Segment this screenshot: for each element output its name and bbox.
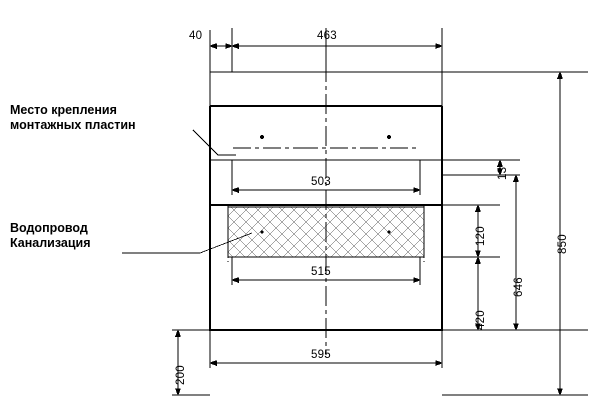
note-plumbing-line1: Водопровод [10, 221, 88, 235]
note-mount-plates [10, 103, 136, 133]
note-mount-plates-line1: Место крепления [10, 103, 117, 117]
dim-label-463: 463 [317, 30, 337, 42]
dim-label-595: 595 [311, 349, 331, 361]
dim-label-515: 515 [311, 266, 331, 278]
note-mount-plates-line2: монтажных пластин [10, 118, 136, 132]
dim-label-850: 850 [557, 234, 569, 254]
note-plumbing-line2: Канализация [10, 236, 91, 250]
dim-label-503: 503 [311, 176, 331, 188]
dim-label-200: 200 [175, 365, 187, 385]
dim-label-420: 420 [475, 310, 487, 330]
dim-label-13: 13 [497, 166, 509, 180]
dim-label-120: 120 [475, 226, 487, 246]
dim-label-646: 646 [513, 277, 525, 297]
note-plumbing-text [10, 221, 91, 251]
dim-label-40: 40 [189, 30, 203, 42]
